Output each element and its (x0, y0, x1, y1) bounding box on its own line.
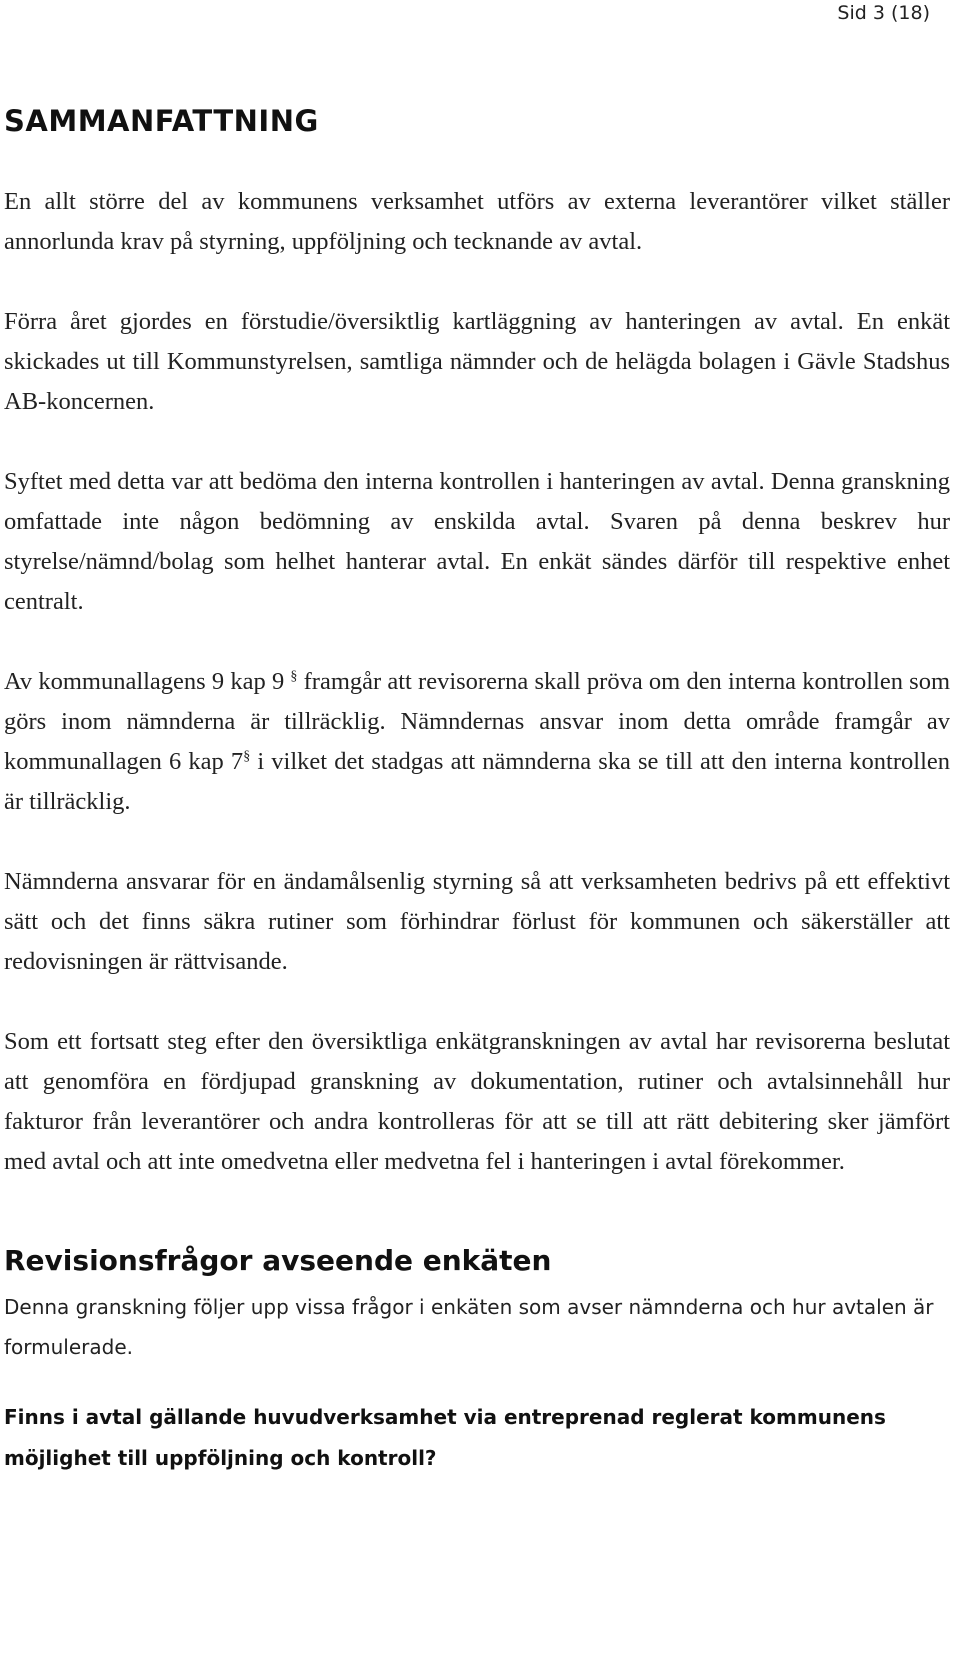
revision-questions-intro: Denna granskning följer upp vissa frågor i enkäten som avser nämnderna och hur avtalen är formulerade. (4, 1295, 934, 1359)
law-paragraph-part-1: Av kommunallagens 9 kap 9 (4, 668, 291, 695)
section-sign-2: § (243, 748, 251, 764)
page-content (4, 104, 950, 1479)
law-paragraph-part-2: framgår att revisorerna skall pröva om den interna kontrollen som görs inom nämnderna är tillräcklig. Nämndernas ansvar inom detta område framgår av kommunallagen 6 kap 7 (4, 668, 950, 775)
summary-paragraph-6: Som ett fortsatt steg efter den översiktliga enkätgranskningen av avtal har revisorerna beslutat att genomföra en fördjupad granskning av dokumentation, rutiner och avtalsinnehåll hur fakturor från leverantörer och andra kontrolleras för att se till att rätt debitering sker jämfört med avtal och att inte omedvetna eller medvetna fel i hanteringen i avtal förekommer. (4, 1028, 950, 1175)
summary-heading: SAMMANFATTNING (4, 104, 319, 138)
summary-paragraph-1: En allt större del av kommunens verksamhet utförs av externa leverantörer vilket ställer annorlunda krav på styrning, uppföljning och tecknande av avtal. (4, 188, 950, 255)
revision-question: Finns i avtal gällande huvudverksamhet via entreprenad reglerat kommunens möjlighet till uppföljning och kontroll? (4, 1405, 886, 1470)
section-sign-1: § (290, 668, 298, 684)
summary-paragraph-2: Förra året gjordes en förstudie/översiktlig kartläggning av hanteringen av avtal. En enkät skickades ut till Kommunstyrelsen, samtliga nämnder och de helägda bolagen i Gävle Stadshus AB-koncernen. (4, 308, 950, 415)
summary-paragraph-5: Nämnderna ansvarar för en ändamålsenlig styrning så att verksamheten bedrivs på ett effektivt sätt och det finns säkra rutiner som förhindrar förlust för kommunen och säkerställer att redovisningen är rättvisande. (4, 868, 950, 975)
law-paragraph (4, 662, 950, 822)
page-number: Sid 3 (18) (837, 2, 930, 24)
law-paragraph-part-3: i vilket det stadgas att nämnderna ska se till att den interna kontrollen är tillräcklig. (4, 748, 950, 815)
summary-paragraph-3: Syftet med detta var att bedöma den interna kontrollen i hanteringen av avtal. Denna granskning omfattade inte någon bedömning av enskilda avtal. Svaren på denna beskrev hur styrelse/nämnd/bolag som helhet hanterar avtal. En enkät sändes därför till respektive enhet centralt. (4, 468, 950, 615)
revision-questions-heading: Revisionsfrågor avseende enkäten (4, 1244, 552, 1277)
